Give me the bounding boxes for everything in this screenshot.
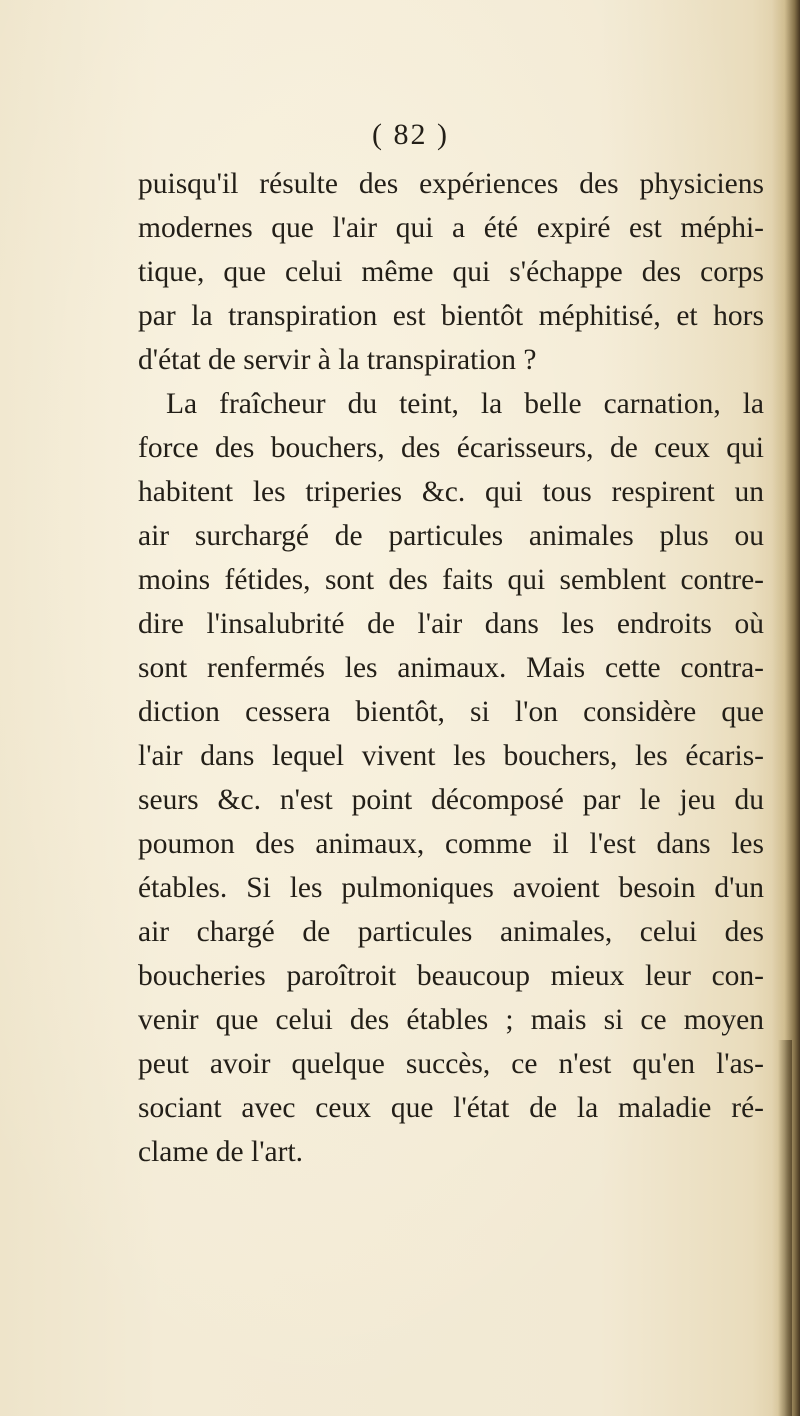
text-line: boucheries paroîtroit beaucoup mieux leur con- <box>138 960 764 992</box>
text-line: modernes que l'air qui a été expiré est méphi- <box>138 212 764 244</box>
text-line: d'état de servir à la transpiration ? <box>138 344 537 376</box>
page-fold-shadow <box>778 1040 792 1416</box>
text-line: force des bouchers, des écarisseurs, de ceux qui <box>138 432 764 464</box>
text-line: tique, que celui même qui s'échappe des corps <box>138 256 764 288</box>
text-line: peut avoir quelque succès, ce n'est qu'en l'as- <box>138 1048 764 1080</box>
text-line: venir que celui des étables ; mais si ce moyen <box>138 1004 764 1036</box>
text-line: habitent les triperies &c. qui tous respirent un <box>138 476 764 508</box>
text-line: La fraîcheur du teint, la belle carnation, la <box>166 388 764 420</box>
text-line: moins fétides, sont des faits qui semblent contre- <box>138 564 764 596</box>
text-line: sociant avec ceux que l'état de la maladie ré- <box>138 1092 764 1124</box>
text-line: étables. Si les pulmoniques avoient besoin d'un <box>138 872 764 904</box>
text-line: par la transpiration est bientôt méphitisé, et hors <box>138 300 764 332</box>
text-line: seurs &c. n'est point décomposé par le jeu du <box>138 784 764 816</box>
text-line: puisqu'il résulte des expériences des physiciens <box>138 168 764 200</box>
text-line: sont renfermés les animaux. Mais cette contra- <box>138 652 764 684</box>
text-line: air chargé de particules animales, celui des <box>138 916 764 948</box>
text-line: poumon des animaux, comme il l'est dans les <box>138 828 764 860</box>
text-line: clame de l'art. <box>138 1136 304 1168</box>
text-line: dire l'insalubrité de l'air dans les endroits où <box>138 608 764 640</box>
page-number: ( 82 ) <box>372 118 449 151</box>
text-line: diction cessera bientôt, si l'on considère que <box>138 696 764 728</box>
text-line: air surchargé de particules animales plus ou <box>138 520 764 552</box>
body-text <box>138 162 764 1174</box>
text-line: l'air dans lequel vivent les bouchers, les écaris- <box>138 740 764 772</box>
